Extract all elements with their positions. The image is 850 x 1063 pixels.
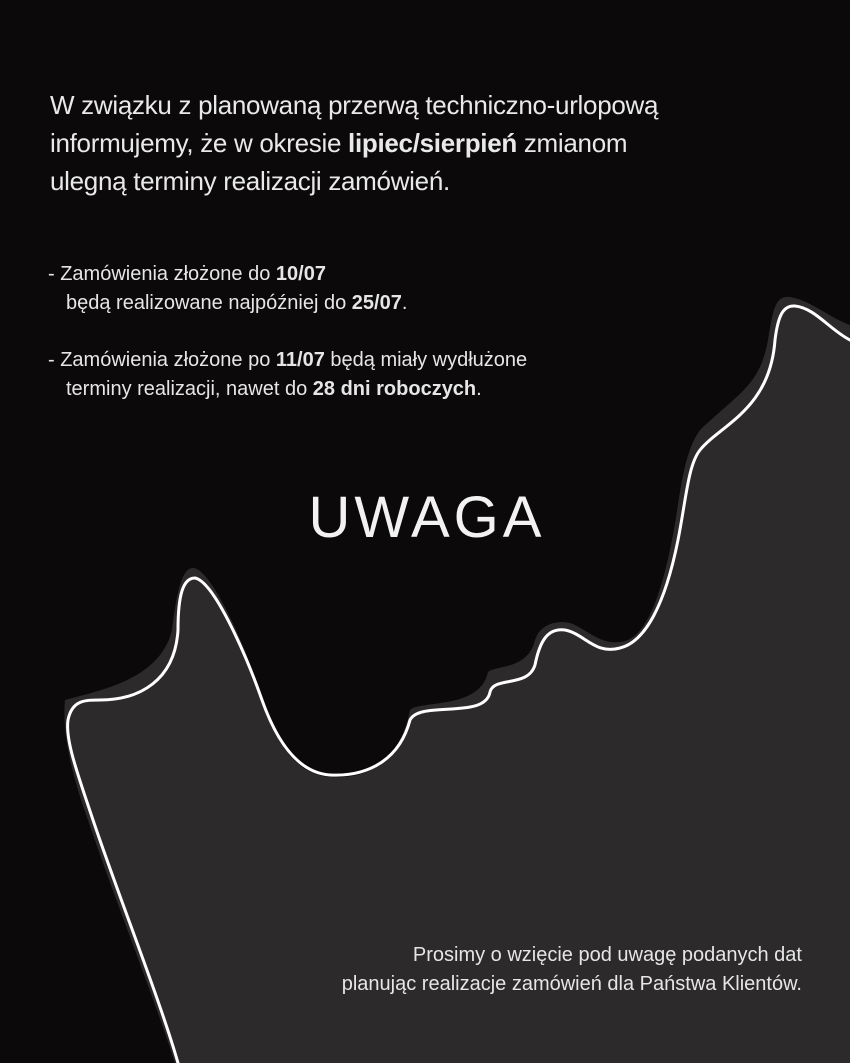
working-days: 28 dni roboczych bbox=[312, 378, 477, 400]
notice-item bbox=[48, 346, 608, 404]
completion-date: 25/07 bbox=[351, 292, 402, 314]
notice-line: - Zamówienia złożone do 10/07 bbox=[48, 263, 326, 285]
intro-period: lipiec/sierpień bbox=[348, 128, 517, 158]
intro-line-2-start: informujemy, że w okresie bbox=[50, 128, 349, 158]
intro-line-3: ulegną terminy realizacji zamówień. bbox=[50, 166, 450, 196]
notice-line: będą realizowane najpóźniej do 25/07. bbox=[66, 292, 408, 314]
footer-line-2: planując realizacje zamówień dla Państwa Klientów. bbox=[341, 973, 802, 995]
notice-line: - Zamówienia złożone po 11/07 będą miały wydłużone bbox=[48, 349, 528, 371]
intro-line-2-end: zmianom bbox=[516, 128, 628, 158]
intro-line-1: W związku z planowaną przerwą techniczno-urlopową bbox=[50, 90, 659, 120]
deadline-date: 11/07 bbox=[275, 349, 325, 371]
headline-uwaga: UWAGA bbox=[308, 485, 546, 550]
notice-item bbox=[48, 260, 608, 318]
intro-paragraph bbox=[50, 86, 750, 200]
notice-list bbox=[48, 260, 608, 432]
notice-line: terminy realizacji, nawet do 28 dni roboczych. bbox=[66, 378, 482, 400]
footer-line-1: Prosimy o wzięcie pod uwagę podanych dat bbox=[412, 944, 802, 966]
footer-note bbox=[242, 941, 802, 999]
deadline-date: 10/07 bbox=[275, 263, 326, 285]
